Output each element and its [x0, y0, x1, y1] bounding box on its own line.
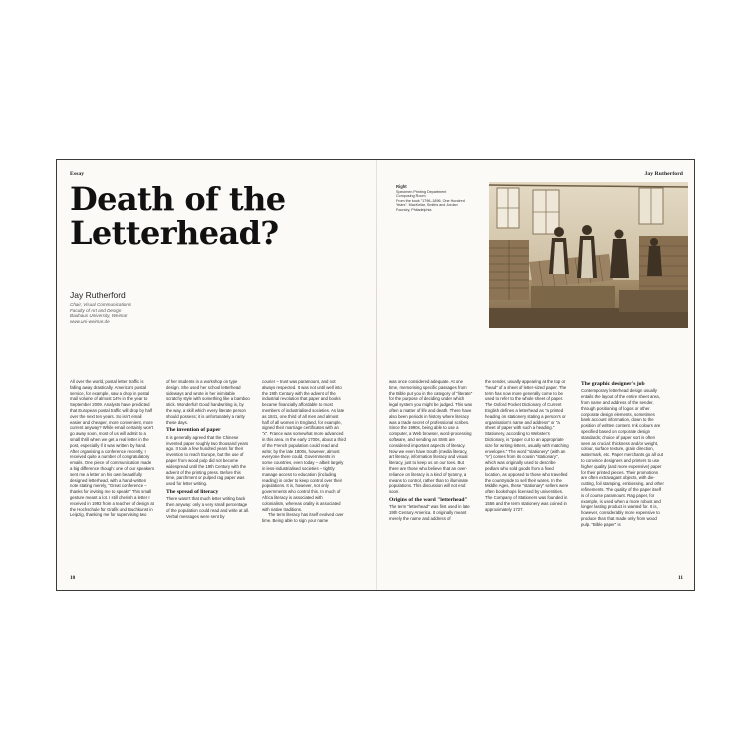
body-paragraph: The term "letterhead" was first used in late 19th Century America. It originally meant merely the name and address of	[389, 504, 470, 521]
section-heading: The graphic designer's job	[581, 381, 645, 387]
caption-line: Years". MacKellar, Smiths and Jordan	[396, 203, 458, 208]
photo-caption	[396, 185, 470, 213]
caption-line: Composing Room	[396, 194, 426, 199]
body-paragraph: of her students in a workshop on type design. She used her school letterhead sideways and wrote in her inimitable scratchy style with something like a bamboo stick. Wonderful! Good handwriting is, by the way, a skill which every literate person should possess; it is unfortunately a rarity these days.	[166, 379, 250, 425]
right-page	[376, 160, 695, 590]
affiliation-line: Faculty of Art and Design	[70, 307, 122, 313]
page-number: 11	[678, 575, 683, 581]
body-column	[166, 379, 250, 520]
body-paragraph: the sender, usually appearing at the top or "head" of a sheet of letter-sized paper. The term has now more generally come to be used to refer to the whole sheet of paper. The Oxford Pocket Dictionary of Current English defines a letterhead as "a printed heading on stationery stating a person's or organisation's name and address" or "a sheet of paper with such a heading." Stationery, according to Webster's Dictionary, is "paper cut to an appropriate size for writing letters, usually with matching envelopes." The word "stationery" (with an "e") comes from its cousin "stationary", which was originally used to describe pedlars who sold goods from a fixed location, as opposed to those who travelled the countryside to sell their wares. In the Middle Ages, these "stationary" sellers were often bookshops licensed by universities. The Company of Stationers was founded in 1556 and the term stationery was coined in approximately 1727.	[485, 379, 569, 512]
body-column	[262, 379, 346, 524]
body-paragraph: There wasn't that much letter writing back then anyway: only a very small percentage of the population could read and write at all. Verbal messages were sent by	[166, 496, 250, 519]
sepia-photo-illustration	[489, 182, 688, 328]
caption-heading: Right	[396, 184, 407, 189]
section-label: Essay	[70, 171, 85, 177]
composing-room-photo	[489, 182, 688, 328]
body-paragraph: courier – trust was paramount, and not always respected. It was not until well into the 19th Century with the advent of the industrial revolution that paper and books became financially affordable to most members of industrialised societies. As late as 1841, one third of all men and almost half of all women in England, for example, signed their marriage certificates with an "x". France was somewhat more advanced in this area. In the early 1700s, about a third of the French population could read and write; by the late 1800s, however, almost everyone there could. Governments in some countries, even today – albeit largely in less-industrialised societies – tightly manage access to education (including reading) in order to keep control over their populations. It is, however, not only governments who control this. In much of Africa literacy is associated with colonialism, whereas orality is associated with native traditions.	[262, 379, 346, 512]
body-column	[485, 379, 569, 512]
section-heading: Origins of the word "letterhead"	[389, 496, 468, 503]
author-affiliation	[70, 302, 131, 324]
affiliation-line: Chair, Visual Communications	[70, 302, 132, 307]
body-column	[389, 379, 473, 522]
affiliation-line: Bauhaus University, Weimar	[70, 313, 128, 319]
caption-line: Foundry, Philadelphia	[396, 207, 432, 212]
page-number: 10	[70, 575, 76, 581]
body-paragraph: The term literacy has itself evolved over time. Being able to sign your name	[262, 512, 344, 524]
caption-line: Specimen Printing Department	[396, 189, 447, 194]
body-column	[70, 379, 154, 518]
body-paragraph: Contemporary letterhead design usually entails the layout of the entire sheet area, from name and address of the sender, through positioning of logos or other corporate design elements, sometimes bank account information, down to the position of written content. Ink colours are specified based on corporate design standards; choice of paper sort is often seen as crucial: thickness and/or weight, colour, surface texture, grain direction, watermark, etc. Paper merchants go all out to convince designers and printers to use higher quality (and more expensive) paper for their printed pieces. Their promotions are often extravagant objects, with die-cutting, foil stamping, embossing, and other refinements. The quality of the paper itself is of course paramount. Rag paper, for example, is used when a more robust and longer lasting product is wanted for. It is, however, considerably more expensive to produce than that made only from wood pulp. "Bible paper" is	[581, 388, 664, 527]
running-head-author: Jay Rutherford	[644, 171, 683, 177]
article-title: Death of the Letterhead?	[70, 180, 286, 252]
section-heading: The invention of paper	[166, 427, 221, 434]
body-paragraph: was once considered adequate. At one time, memorising specific passages from the Bible put you in the category of "literate" for the purpose of deciding under which legal system you might be judged. This was often a matter of life and death. There have also been periods in history where literacy was a trade secret of professional scribes. Since the 1990s, being able to use a computer, a Web browser, word-processing software, and sending an SMS are considered important aspects of literacy. Now we even have trouth (media literacy, art literacy, information literacy and visual literacy, just to keep us on our toes. But there are those who believe that an over-reliance on literacy is a kind of tyranny, a means to control, rather than to illuminate populations. This discussion will not end soon.	[389, 379, 473, 495]
affiliation-line: www.uni-weimar.de	[70, 318, 110, 324]
section-heading: The spread of literacy	[166, 488, 219, 495]
left-page	[57, 160, 376, 590]
body-paragraph: It is generally agreed that the Chinese invented paper roughly two thousand years ago. It took a few hundred years for their invention to reach Europe, but the use of paper from wood pulp did not become widespread until the 19th Century with the advent of the printing press. Before this time, parchment or pulped rag paper was used for letter writing.	[166, 434, 249, 487]
caption-line: From the book "1796–1896. One Hundred	[396, 198, 465, 203]
body-paragraph: All over the world, postal letter traffic is falling away drastically. America's postal service, for example, saw a drop in postal mail volume of almost 14% in the year to September 2009. Analysts have predicted that European postal traffic will drop by half over the next ten years. So isn't email easier and cheaper, more convenient, more current anyway? While email certainly won't go away soon, most of us will admit to a small thrill when we get a real letter in the post, especially if it was written by hand. After organising a conference recently, I received quite a number of congratulatory emails. One piece of communication made a big difference though: one of our speakers sent me a letter on his own beautifully designed letterhead, with a hand-written note stating merely, "Great conference – thanks for inviting me to speak!" This small gesture meant a lot. I still cherish a letter I received in 1992 from a teacher of design at the Hochschule für Grafik und Buchkunst in Leipzig, thanking me for supervising two	[70, 379, 155, 518]
magazine-spread	[56, 159, 695, 591]
body-column	[581, 379, 665, 528]
author-name: Jay Rutherford	[70, 290, 126, 300]
